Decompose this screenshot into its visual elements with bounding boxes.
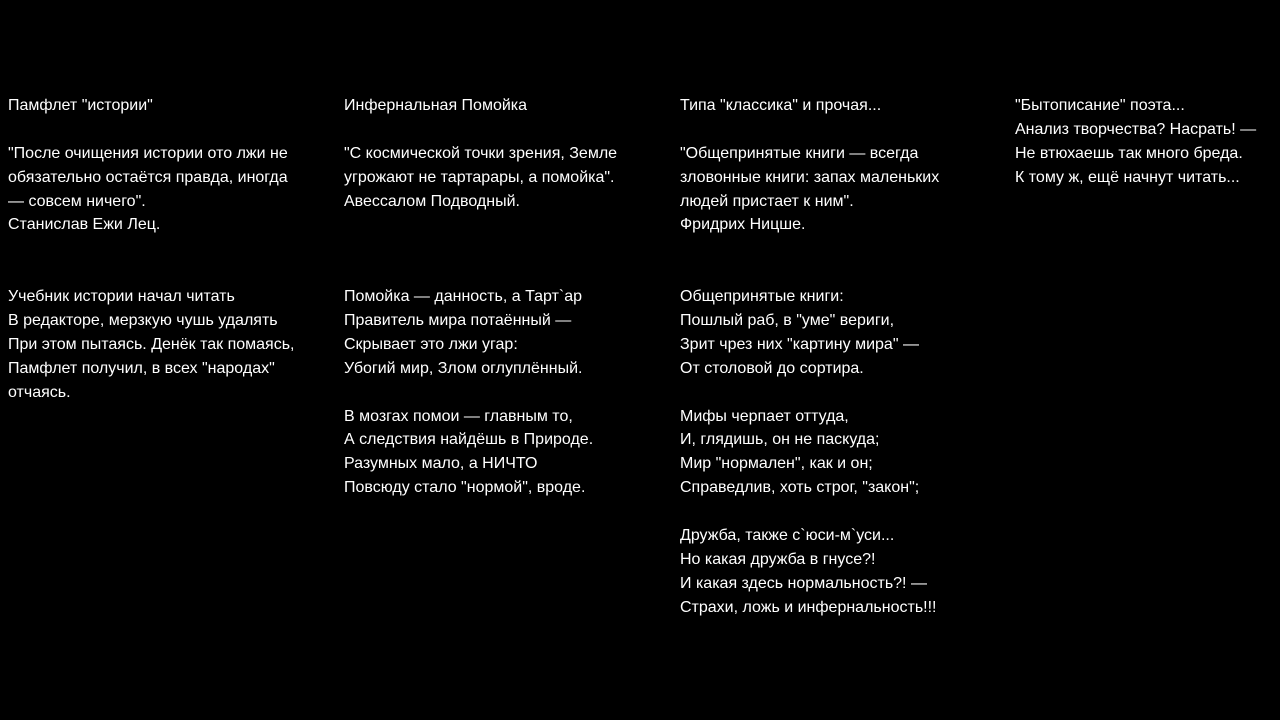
poem-line: В редакторе, мерзкую чушь удалять — [8, 312, 278, 330]
poem-title: Памфлет "истории" — [8, 97, 153, 114]
poem-line: Станислав Ежи Лец. — [8, 216, 161, 234]
column-infernal-dump — [344, 94, 669, 500]
blank-line — [8, 261, 333, 285]
poem-line: Анализ творчества? Насрать! — — [1015, 120, 1257, 138]
poem-line: Убогий мир, Злом оглуплённый. — [344, 359, 583, 377]
blank-line — [344, 381, 669, 405]
poem-line: Фридрих Ницше. — [680, 216, 806, 234]
blank-line — [344, 118, 669, 142]
poem-line: От столовой до сортира. — [680, 359, 864, 377]
poem-line: Помойка — данность, а Тарт`ар — [344, 288, 583, 306]
blank-line — [344, 261, 669, 285]
poem-line: зловонные книги: запах маленьких — [680, 168, 940, 186]
poem-title: Инфернальная Помойка — [344, 97, 528, 114]
poem-line: Повсюду стало "нормой", вроде. — [344, 479, 586, 497]
poem-line: отчаясь. — [8, 383, 71, 401]
poem-line: Мифы черпает оттуда, — [680, 407, 849, 425]
poem-title: "Бытописание" поэта... — [1015, 97, 1185, 114]
blank-line — [344, 237, 669, 261]
poem-line: Правитель мира потаённый — — [344, 312, 572, 330]
column-pamphlet-history — [8, 94, 333, 405]
blank-line — [8, 118, 333, 142]
poem-line: — совсем ничего". — [8, 192, 146, 210]
poem-line: В мозгах помои — главным то, — [344, 407, 573, 425]
poem-line: Авессалом Подводный. — [344, 192, 520, 210]
poem-line: Не втюхаешь так много бреда. — [1015, 144, 1243, 162]
poem-line: При этом пытаясь. Денёк так помаясь, — [8, 335, 295, 353]
poem-line: Но какая дружба в гнусе?! — [680, 550, 876, 568]
poem-line: "После очищения истории ото лжи не — [8, 144, 288, 162]
poem-line: Мир "нормален", как и он; — [680, 455, 873, 473]
poem-line: Разумных мало, а НИЧТО — [344, 455, 538, 473]
poem-line: "Общепринятые книги — всегда — [680, 144, 919, 162]
poem-line: И, глядишь, он не паскуда; — [680, 431, 880, 449]
blank-line — [344, 213, 669, 237]
poem-line: К тому ж, ещё начнут читать... — [1015, 168, 1240, 186]
poem-line: обязательно остаётся правда, иногда — [8, 168, 288, 186]
column-classics — [680, 94, 1005, 620]
poem-line: Общепринятые книги: — [680, 288, 844, 306]
poem-line: И какая здесь нормальность?! — — [680, 574, 927, 592]
poem-line: Пошлый раб, в "уме" вериги, — [680, 312, 895, 330]
poem-line: Скрывает это лжи угар: — [344, 335, 518, 353]
blank-line — [680, 500, 1005, 524]
poem-line: Справедлив, хоть строг, "закон"; — [680, 479, 920, 497]
blank-line — [680, 381, 1005, 405]
poem-line: "С космической точки зрения, Земле — [344, 144, 618, 162]
blank-line — [680, 118, 1005, 142]
poem-line: Памфлет получил, в всех "народах" — [8, 359, 275, 377]
poem-title: Типа "классика" и прочая... — [680, 97, 882, 114]
poem-line: А следствия найдёшь в Природе. — [344, 431, 594, 449]
column-poet-life — [1015, 94, 1277, 190]
blank-line — [8, 237, 333, 261]
blank-line — [680, 261, 1005, 285]
poem-line: Дружба, также с`юси-м`уси... — [680, 527, 895, 545]
poem-line: Страхи, ложь и инфернальность!!! — [680, 598, 937, 616]
poem-line: угрожают не тартарары, а помойка". — [344, 168, 615, 186]
blank-line — [680, 237, 1005, 261]
poem-line: Учебник истории начал читать — [8, 288, 235, 306]
poem-line: Зрит чрез них "картину мира" — — [680, 335, 919, 353]
poem-line: людей пристает к ним". — [680, 192, 854, 210]
